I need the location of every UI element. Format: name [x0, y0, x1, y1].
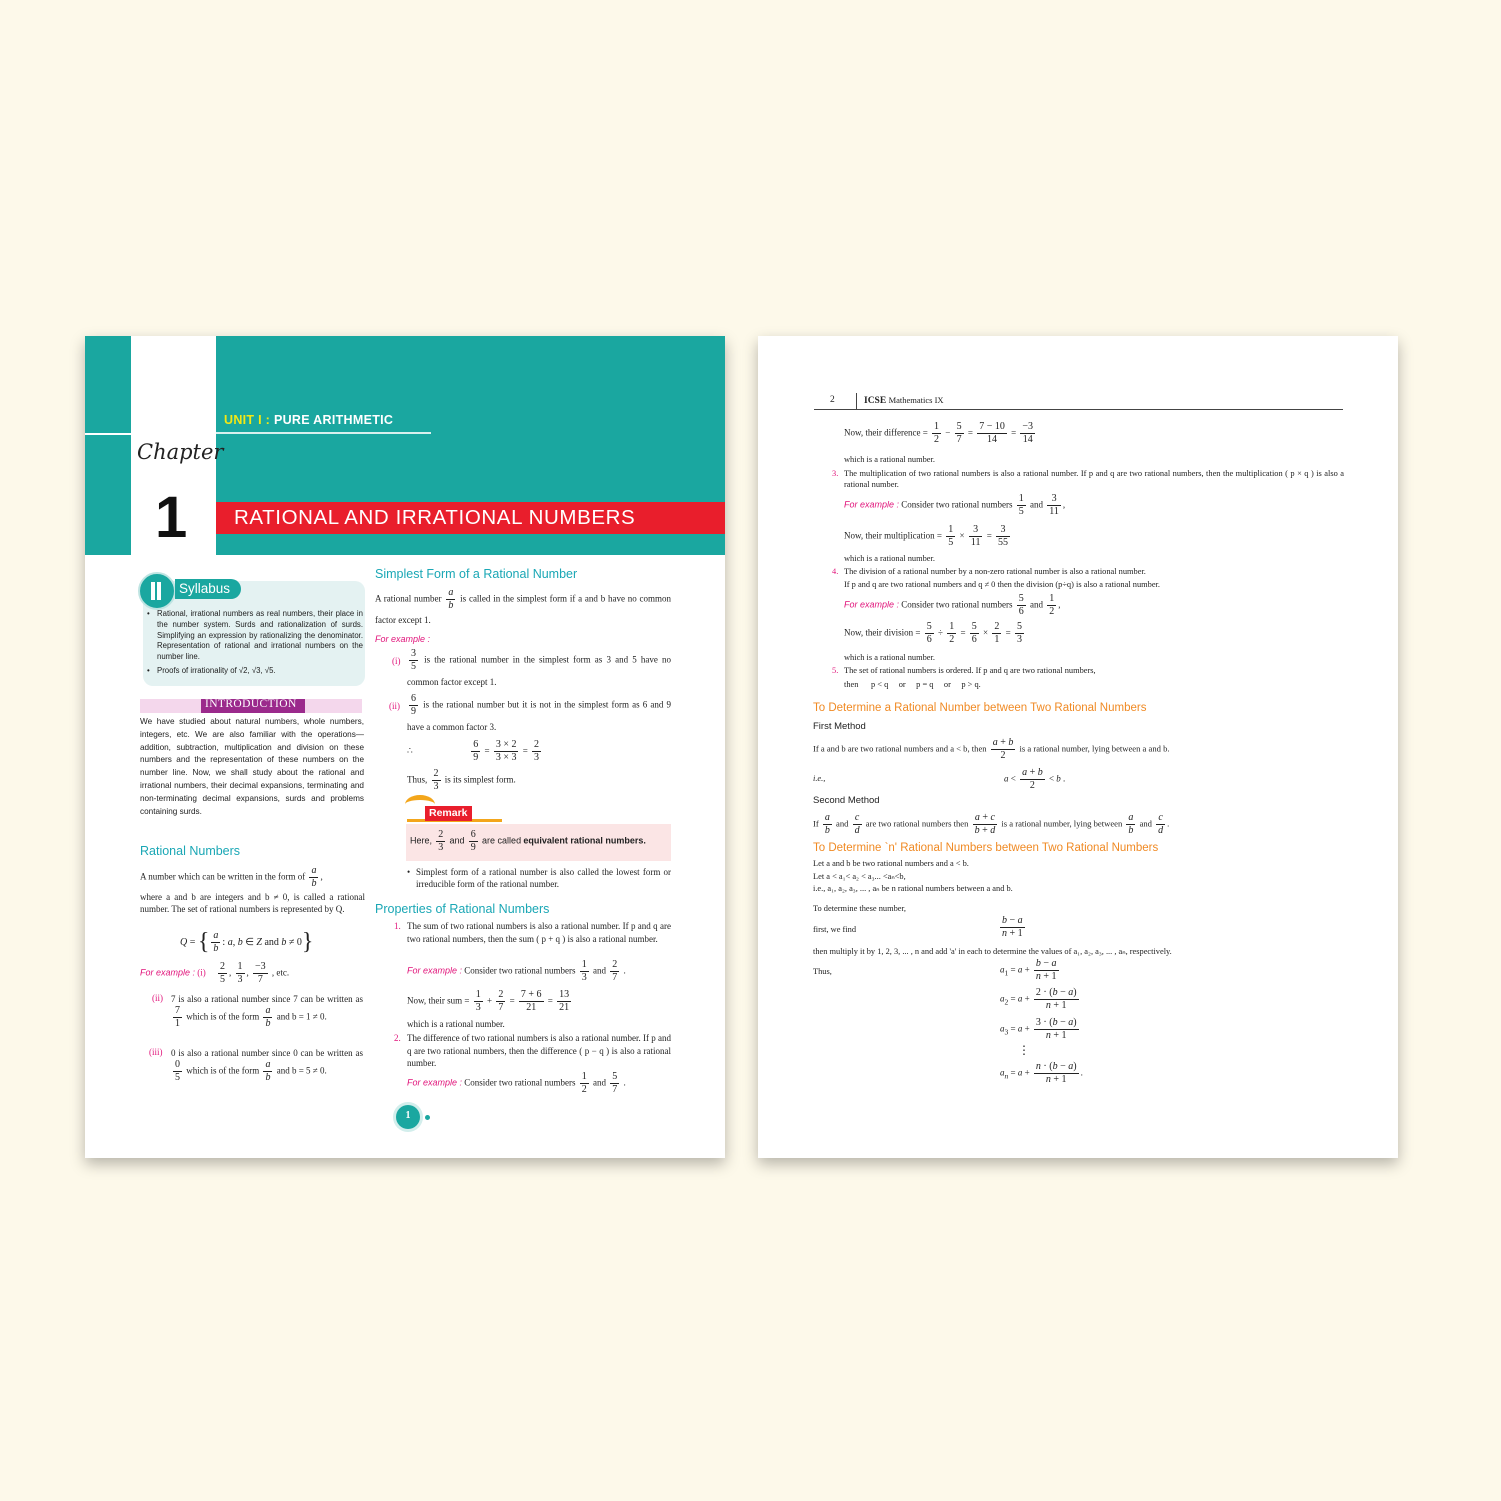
property-1: The sum of two rational numbers is also a rational number. If p and q are two rational numbers, then the sum ( p + q ) is also a rational number.: [407, 921, 671, 944]
header-page-number: 2: [830, 395, 835, 405]
simplest-form-title: Simplest Form of a Rational Number: [375, 567, 578, 581]
unit-label: UNIT I : PURE ARITHMETIC: [224, 413, 394, 427]
right-page: 2 ICSE Mathematics IX Now, their difference = $\frac{1}{2}$ − $\frac{5}{7}$ = $\frac{7 - 10}{14}$ = $\frac{-3}{14}$ which is a rational number. 3. The multiplication of two rational numbers is also a rational number. If p and q are two rational numbers, then the multiplication ( p × q ) is also a rational number. For example : Consider two rational numbers $\frac{1}{5}$ and $\frac{3}{11}$ , Now, their multiplication = $\frac{1}{5}$ × $\frac{3}{11}$ = $\frac{3}{55}$ which is a rational number. 4. The division of a rational number by a non-zero rational number is also a rational number. If p and q are two rational numbers and q ≠ 0 then the division (p÷q) is also a rational number. For example : Consider two rational numbers $\frac{5}{6}$ and $\frac{1}{2}$ , Now, their division = $\frac{5}{6}$ ÷ $\frac{1}{2}$ = $\frac{5}{6}$ × $\frac{2}{1}$ = $\frac{5}{3}$ which is a rational number. 5. The set of rational numbers is ordered. If p and q are two rational numbers, then p < q or p = q or p > q. To Determine a Rational Number between Two Rational Numbers First Method If a and b are two rational numbers and a < b, then $\frac{a + b}{2}$ is a rational number, lying between a and b. i.e., a < $\frac{a + b}{2}$ < b . Second Method If $\frac{a}{b}$ and $\frac{c}{d}$ are two rational numbers then $\frac{a + c}{b + d}$ is a rational number, lying between $\frac{a}{b}$ and $\frac{c}{d}$ . To Determine `n' Rational Numbers between Two Rational Numbers Let a and b be two rational numbers and a < b. Let a < a₁< a₂ < a₃... <aₙ<b, i.e., a₁, a₂, a₃, ... , aₙ be n rational numbers between a and b. To determine these number, first, we find $\frac{b - a}{n + 1}$ then multiply it by 1, 2, 3, ... , n and add 'a' in each to determine the values of a₁, a₂, a₃, ... , aₙ, respectively. Thus, $a_1 = a$ + $\frac{b - a}{n + 1}$ $a_2 = a$ + $\frac{2 \cdot (b - a)}{n + 1}$ $a_3 = a$ + $\frac{3 \cdot (b - a)}{n + 1}$ ⋮ $a_n = a$ + $\frac{n \cdot (b - a)}{n + 1}$ .: [758, 336, 1398, 1158]
header-rule: [814, 409, 1343, 410]
simplest-bullet: • Simplest form of a rational number is also called the lowest form or irreducible form of the rational number.: [407, 867, 671, 889]
syllabus-item-2: • Proofs of irrationality of √2, √3, √5.: [147, 666, 276, 675]
set-notation: Q = { $\frac{a}{b}$ : a, b ∈ Z and b ≠ 0}: [180, 929, 314, 955]
property-5-then: then p < q or p = q or p > q.: [844, 680, 981, 689]
property-4a: The division of a rational number by a non-zero rational number is also a rational number.: [844, 567, 1146, 576]
header-title: ICSE Mathematics IX: [864, 395, 944, 406]
rational-numbers-title: Rational Numbers: [140, 844, 241, 858]
determine-n-title: To Determine `n' Rational Numbers between Two Rational Numbers: [813, 842, 1159, 854]
property-5: The set of rational numbers is ordered. If p and q are two rational numbers,: [844, 666, 1096, 675]
simplest-example-label: For example :: [375, 634, 431, 644]
determine-title: To Determine a Rational Number between Two Rational Numbers: [813, 702, 1147, 714]
syllabus-title: Syllabus: [179, 581, 231, 596]
second-method: Second Method: [813, 795, 880, 806]
first-method: First Method: [813, 721, 866, 732]
chapter-title: RATIONAL AND IRRATIONAL NUMBERS: [234, 506, 636, 529]
property-4b: If p and q are two rational numbers and q ≠ 0 then the division (p÷q) is also a rational number.: [844, 580, 1160, 589]
syllabus-item-1: • Rational, irrational numbers as real numbers, their place in the number system. Surds and rationalization of surds. Simplifying an expression by rationalizing the denominator. Representation of rational and irrational numbers on the number line.: [147, 609, 363, 662]
left-page: UNIT I : PURE ARITHMETIC Chapter 1 RATIONAL AND IRRATIONAL NUMBERS Syllabus • Rational, irrational numbers as real numbers, their place in the number system. Surds and rationalization of surds. Simplifying an expression by rationalizing the denominator. Representation of rational and irrational numbers on the number line. • Proofs of irrationality of √2, √3, √5. INTRODUCTION We have studied about natural numbers, whole numbers, integers, etc. We are also familiar with the operations—addition, subtraction, multiplication and division on these numbers and the representation of these numbers on the number line. Now, we shall study about the rational and irrational numbers, their decimal expansions, terminating and non-terminating decimal expansions, surds and problems containing surds. Rational Numbers A number which can be written in the form of $\frac{a}{b}$ , where a and b are integers and b ≠ 0, is called a rational number. The set of rational numbers is represented by Q. Q = { $\frac{a}{b}$ : a, b ∈ Z and b ≠ 0} For example : (i) $\frac{2}{5}$ , $\frac{1}{3}$ , $\frac{-3}{7}$ , etc. (ii) 7 is also a rational number since 7 can be written as $\frac{7}{1}$ which is of the form $\frac{a}{b}$ and b = 1 ≠ 0. (iii) 0 is also a rational number since 0 can be written as $\frac{0}{5}$ which is of the form $\frac{a}{b}$ and b = 5 ≠ 0. Simplest Form of a Rational Number A rational number $\frac{a}{b}$ is called in the simplest form if a and b have no common factor except 1. For example : (i) $\frac{3}{5}$ is the rational number in the simplest form as 3 and 5 have no common factor except 1. (ii) $\frac{6}{9}$ is the rational number but it is not in the simplest form as 6 and 9 have a common factor 3. ∴ $\frac{6}{9}$ = $\frac{3 \times 2}{3 \times 3}$ = $\frac{2}{3}$ Thus, $\frac{2}{3}$ is its simplest form. Remark Here, $\frac{2}{3}$ and $\frac{6}{9}$ are called equivalent rational numbers. • Simplest form of a rational number is also called the lowest form or irreducible form of the rational number. Properties of Rational Numbers 1. The sum of two rational numbers is also a rational number. If p and q are two rational numbers, then the sum ( p + q ) is also a rational number. For example : Consider two rational numbers $\frac{1}{3}$ and $\frac{2}{7}$ . Now, their sum = $\frac{1}{3}$ + $\frac{2}{7}$ = $\frac{7 + 6}{21}$ = $\frac{13}{21}$ which is a rational number. 2. The difference of two rational numbers is also a rational number. If p and q are two rational numbers, then the difference ( p − q ) is also a rational number. For example : Consider two rational numbers $\frac{1}{2}$ and $\frac{5}{7}$ . 1: [85, 336, 725, 1158]
intro-title: INTRODUCTION: [205, 698, 297, 710]
rational-def-a: A number which can be written in the form of: [140, 871, 306, 882]
rational-def-b: where a and b are integers and b ≠ 0, is called a rational number. The set of rational numbers is represented by Q.: [140, 892, 365, 915]
properties-title: Properties of Rational Numbers: [375, 902, 550, 916]
property-2: The difference of two rational numbers is also a rational number. If p and q are two rational numbers, then the difference ( p − q ) is also a rational number.: [407, 1033, 671, 1068]
page-number: 1: [405, 1110, 411, 1121]
book-icon: [140, 574, 174, 608]
remark-tag: Remark: [425, 806, 472, 821]
chapter-word: Chapter: [137, 440, 224, 464]
intro-text: We have studied about natural numbers, whole numbers, integers, etc. We are also familiar with the operations—addition, subtraction, multiplication and division on these numbers and the representation of these numbers on the number line. Now, we shall study about the rational and irrational numbers, their decimal expansions, terminating and non-terminating decimal expansions, surds and problems containing surds.: [140, 717, 364, 816]
example-label: For example :: [140, 967, 196, 978]
syllabus-icon: [138, 572, 176, 610]
chapter-number: 1: [155, 485, 188, 550]
property-3: The multiplication of two rational numbers is also a rational number. If p and q are two rational numbers, then the multiplication ( p × q ) is also a rational number.: [844, 469, 1344, 489]
